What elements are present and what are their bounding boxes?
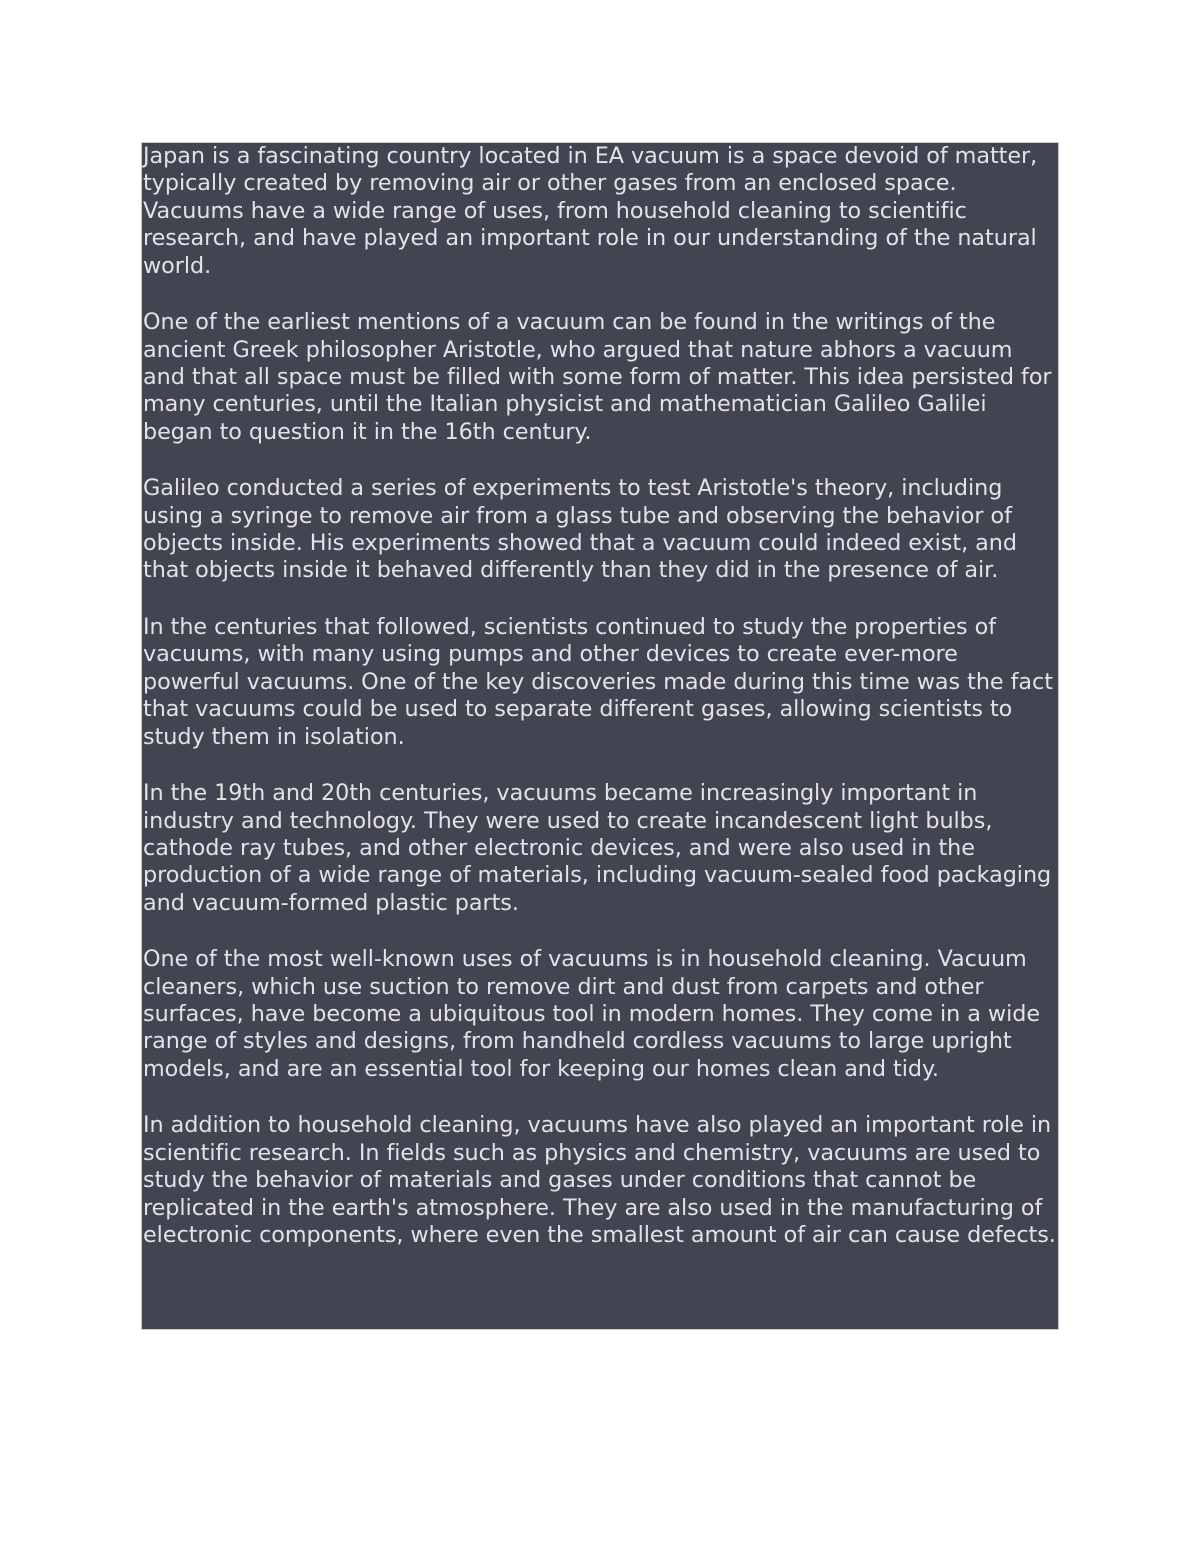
paragraph-4: In the centuries that followed, scientists continued to study the properties of vacuums, with many using pumps and other devices to create ever-more powerful vacuums. One of the key discoveries made during this time was the fact that vacuums could be used to separate different gases, allowing scientists to study them in isolation. [143, 613, 1053, 750]
paragraph-3: Galileo conducted a series of experiments to test Aristotle's theory, including using a syringe to remove air from a glass tube and observing the behavior of objects inside. His experiments showed that a vacuum could indeed exist, and that objects inside it behaved differently than they did in the presence of air. [143, 475, 1017, 584]
paragraph-2: One of the earliest mentions of a vacuum can be found in the writings of the ancient Greek philosopher Aristotle, who argued that nature abhors a vacuum and that all space must be filled with some form of matter. This idea persisted for many centuries, until the Italian physicist and mathematician Galileo Galilei began to question it in the 16th century. [143, 309, 1052, 445]
text-block [141, 142, 1059, 1330]
paragraph-1: Japan is a fascinating country located in EA vacuum is a space devoid of matter, typically created by removing air or other gases from an enclosed space. Vacuums have a wide range of uses, from household cleaning to scientific research, and have played an important role in our understanding of the natural world. [143, 143, 1038, 279]
paragraph-7: In addition to household cleaning, vacuums have also played an important role in scientific research. In fields such as physics and chemistry, vacuums are used to study the behavior of materials and gases under conditions that cannot be replicated in the earth's atmosphere. They are also used in the manufacturing of electronic components, where even the smallest amount of air can cause defects. [143, 1112, 1056, 1248]
paragraph-5: In the 19th and 20th centuries, vacuums became increasingly important in industry and technology. They were used to create incandescent light bulbs, cathode ray tubes, and other electronic devices, and were also used in the production of a wide range of materials, including vacuum-sealed food packaging and vacuum-formed plastic parts. [143, 780, 1052, 916]
paragraph-6: One of the most well-known uses of vacuums is in household cleaning. Vacuum cleaners, which use suction to remove dirt and dust from carpets and other surfaces, have become a ubiquitous tool in modern homes. They come in a wide range of styles and designs, from handheld cordless vacuums to large upright models, and are an essential tool for keeping our homes clean and tidy. [143, 946, 1041, 1082]
